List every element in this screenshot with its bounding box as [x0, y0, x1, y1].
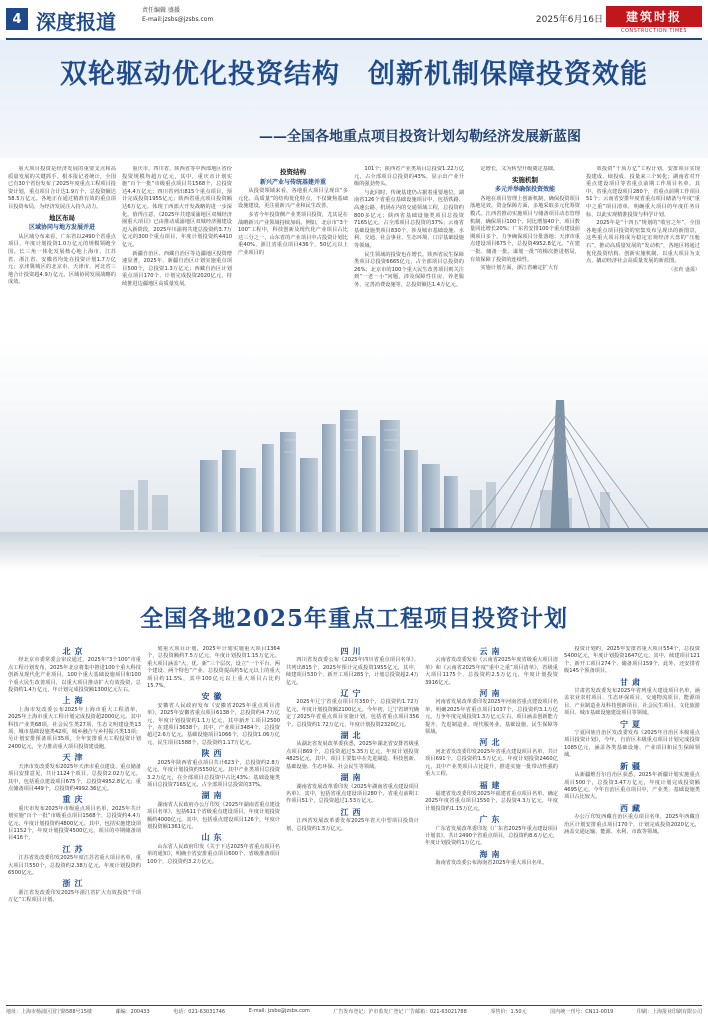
region-block-sichuan — [286, 648, 419, 687]
article-column-2 — [122, 166, 232, 338]
region-text: 办公厅印发西藏自治区重点项目名单，2025年西藏自治区计划安排重点项目170个，计划完成投资2020亿元，涵盖交通运输、能源、水利、市政等领域。 — [564, 814, 700, 835]
region-block-zhejiang — [8, 880, 141, 904]
region-name: 四川 — [340, 647, 365, 656]
region-name: 江苏 — [62, 844, 87, 854]
region-name: 河北 — [479, 738, 504, 748]
sub-headline: ——全国各地重点项目投资计划勾勒经济发展新蓝图 — [259, 129, 581, 145]
footer-issn: 国内统一刊号：CN11-0019 — [550, 1009, 614, 1015]
footer-ad-license: 广告发布登记：沪市监发广登记 广告邮箱：021-63021788 — [333, 1009, 467, 1015]
region-text: 2025年辽宁省重点项目共350个，总投资约1.72万亿元，年度计划投资额2100亿元。今年初，辽宁省研究确定了2025年省重点项目实施计划，包括省重点项目356个，总投资约1.72万亿元，年度计划投资2320亿元。 — [286, 699, 419, 728]
region-block-guangdong — [425, 816, 558, 848]
region-block-shandong — [147, 834, 280, 866]
region-block-xinjiang — [564, 763, 700, 802]
article-subheading: 区域协同与地方发展并进 — [28, 224, 95, 232]
article-section-heading: 实施机制 — [512, 175, 538, 184]
region-block-hainan — [425, 851, 558, 868]
region-text: 海南省发改委公布海南省2025年重大项目名单。 — [435, 860, 548, 867]
newspaper-logo — [606, 6, 702, 34]
region-block-hebei — [425, 739, 558, 778]
footer-postcode: 邮编：200433 — [115, 1009, 150, 1015]
regions-grid — [8, 646, 700, 1002]
region-text: 河南省发展改革委印发2025年河南省重点建设项目名单，明确2025年省重点项目1037个，总投资约3.1万亿元，力争年度完成投资1.3万亿元左右，项目涵盖创新能力提升、先进制造业、现代服务业、基础设施、民生保障等领域。 — [425, 699, 558, 736]
region-block-jiangsu — [8, 846, 141, 878]
skyline-illustration — [0, 340, 708, 570]
region-name: 北京 — [62, 647, 87, 656]
region-block-continued — [564, 646, 700, 676]
region-text: 投资计划约，2025年安排省重大项目554个，总投资5400亿元，年度计划投资1647亿元，其中，续建项目121个、新开工项目274个、储备项目159个，此外，还安排省级145个预备项目。 — [564, 646, 700, 675]
region-name: 浙江 — [62, 879, 87, 889]
region-text: 湖南省人民政府办公厅印发《2025年湖南省重点建设项目名单》，包括611个省级重点建设项目，年度计划投资额约4000亿元。其中，包括重点建设项目126个，年度计划投资额1361亿元。 — [147, 801, 280, 830]
article-column-6 — [586, 166, 700, 342]
article-byline: （张莉 盛援） — [668, 266, 700, 273]
footer-address: 地址：上海市杨浦区国宁路588号15楼 — [6, 1009, 92, 1015]
region-text: 四川省发改委公布《2025年四川省重点项目名单》。共列出815个，2025年预计完成投资1955亿元，其中，续建项目530个、新开工项目285个，计划总投资超2.4万亿元。 — [286, 657, 419, 686]
region-text: 划重大项目计划，2025年计划实施重大项目1364个，总投资额约7.5万亿元，年度计划投资1.15万亿元。重大项目涵盖“大、优、新”三个层次，设立“一个平台、两个建设、两个特色”产业、总投资提高约5亿元以上的重大项目约11.5%，其中100亿元以上重大项目占比约15.7%。 — [147, 646, 280, 690]
footer-email: E-mail: jzsbs@jzsbs.com — [248, 1008, 310, 1014]
article-column-4 — [354, 166, 464, 338]
region-name: 福建 — [479, 780, 504, 790]
region-block-fujian — [425, 782, 558, 814]
region-name: 安徽 — [201, 692, 226, 702]
footer-divider — [6, 1005, 702, 1006]
article-column-1 — [8, 166, 116, 342]
plan-title: 全国各地2025年重点工程项目投资计划 — [139, 605, 568, 632]
region-text: 山东省人民政府印发《关于下达2025年省重点项目名单的通知》，明确全省安排重点项目600个、省级准备项目100个，总投资约3.2万亿元。 — [147, 843, 280, 865]
region-text: 天津市发改委发布2025年天津市重点建设、重点储备项目安排意见，共计1124个项目，总投资2.02万亿元。其中，包括重点建设项目675个，总投资4952.8亿元；重点储备项目449个，总投资约4992.36亿元。 — [8, 763, 141, 792]
region-name: 西藏 — [620, 803, 644, 813]
region-name: 重庆 — [62, 795, 87, 805]
region-text: 甘肃省发改委发布2025年省列重大建设项目名单，涵盖农业农村项目、生态环保项目、交通物流项目、能源项目、产业制造业及科技创新项目、社会民生项目、文化旅游项目、城市基础设施建设项目等领域。 — [564, 688, 700, 717]
region-text: 广东省发展改革委印发《广东省2025年重点建设项目计划表》，共计2490个省重点项目，总投资约8.6万亿元，年度计划投资约1万亿元。 — [425, 825, 558, 847]
regions-column-1 — [8, 646, 141, 1002]
article-column-3 — [238, 166, 348, 338]
regions-column-4 — [425, 646, 558, 1002]
region-name: 陕西 — [201, 749, 226, 759]
region-text: 江西省发展改革委发布2025年省大中型项目投资计划，总投资约1.5万亿元。 — [286, 818, 419, 832]
article-paragraph: 重大项目投资是经济发展的重要支点和高质量发展的关键抓手。根本报记者统计，全国已有30个省份发布了2025年度重点工程项目投资计划，重点项目合计达1.9万个，总投资额达58.5万亿元。各地正在通过精准有效的重点项目投资布局，为经济发展注入持久动力。 — [8, 166, 116, 210]
footer-printer: 印刷：上海报业印刷有限公司 — [636, 1009, 702, 1015]
city-skyline-photo — [0, 340, 708, 570]
region-name: 湖南 — [340, 773, 365, 783]
article-paragraph: 新疆自治区、西藏自治区等边疆地区投资增速显著，2025年，新疆自治区计划实施重点项目500个，总投资1.3万亿元；西藏自治区计划重点项目170个，计划完成投资2020亿元，持续推进边疆地区高质量发展。 — [122, 250, 232, 287]
region-name: 湖南 — [201, 791, 226, 801]
main-headline: 双轮驱动优化投资结构 创新机制保障投资效能 — [60, 59, 648, 90]
region-text: 从新疆维吾尔自治区获悉，2025年新疆计划实施重点项目500个，总投资3.47万亿元，年度计划完成投资额4695亿元。今年自治区重点项目中，产业类、基础设施类项目占比较大。 — [564, 772, 700, 801]
article-subheading: 多元并举确保投资效能 — [494, 186, 555, 194]
region-name: 辽宁 — [340, 689, 365, 699]
article-paragraph: 与此同时，传统基建仍占据着重要地位。湖南省126个省重点基础设施项目中，包括铁路、高速公路、机场在内的交通领域工程，总投资约800多亿元；陕西省基础设施类项目总投资7165亿元，占全部项目总投资的37%；云南省基础设施类项目830个，涉及城市基础设施、水利、交通、社会事业、生态环境、口岸基础设施等领域。 — [354, 189, 464, 249]
footer-phone: 电话：021-63031746 — [173, 1009, 226, 1015]
region-name: 云南 — [479, 647, 504, 656]
region-block-shaanxi — [147, 750, 280, 789]
region-block-chongqing — [8, 796, 141, 842]
brand-name: 建筑时报 — [606, 6, 702, 27]
publication-date: 2025年6月16日 — [535, 15, 603, 25]
region-text: 上海市发改委公布2025年上海市重大工程清单，2025年上海市重大工程计划完成投资超2000亿元。其中科技产业类68项，社会民生类27项，生态文明建设类13项，城市基础设施类42项，城乡融合与乡村振兴类13项；另计划安排预备项目35项，全年安排重大工程投资计划2400亿元，全力推动重大项目投资建设跑。 — [8, 706, 141, 750]
region-block-tibet — [564, 805, 700, 837]
article-section-heading: 地区布局 — [49, 213, 75, 222]
article-paragraph: 从投资领域来看，各地重大项目呈现出“多元化、高质量”的结构优化特点，不仅聚焦基础设施建设，更注重新兴产业和民生改善。 — [238, 188, 348, 210]
region-block-tianjin — [8, 754, 141, 793]
region-block-liaoning — [286, 690, 419, 729]
region-text: 湖南省发展改革委印发《2025年湖南省重点建设项目名单》，其中，包括省重点建设项目280个，省重点前期工作项目51个，总投资超过1.53万亿元。 — [286, 783, 419, 805]
article-section-heading: 投资结构 — [280, 168, 306, 176]
section-title: 深度报道 — [36, 10, 116, 34]
page-number: 4 — [6, 8, 28, 30]
region-block-hunan-2 — [286, 774, 419, 806]
region-block-henan — [425, 690, 558, 736]
article-paragraph: 效投资“千项万亿”工程计划，安排项目实现投建成、续投成、投量来三个转化；湖南省对开重点建设项目等省重点前期工作项目名单，其中，省重点建设项目280个，省重点前期工作项目51个；云南省安排年度省重点项目储备与年度“重中之重”项目清单，明确重大项目的年度任务目标，以此实现精准投资与科学计划。 — [586, 166, 700, 218]
article-paragraph: 101个；陕西省产业类项目总投资1.22万亿元，占全部项目总投资的43%，显示出产业升级的强劲势头。 — [354, 166, 464, 188]
region-text: 福建省发改委印发2025年福建省重点项目名单，确定2025年度省重点项目1550个，总投资4.3万亿元，年度计划投资约1.15万亿元。 — [425, 790, 558, 812]
article-paragraph: 2025年是“十四五”规划的“收官之年”，全国各地重点项目投资的密集发布呈现出的新图景，这些重大项目将成为稳定宏观经济大盘的“压舱石”，推动高质量发展的“发动机”，各地区将通过优化投资结构、创新实施机制，以重大项目为支点，撬动经济社会高质量发展的新蓝图。 — [586, 220, 700, 265]
region-block-hubei — [286, 732, 419, 771]
region-text: 经北京市委常委会审议通过，2025年“3个100”市重点工程计划发布，2025年北京将集中推进100个重大科技创新及现代化产业项目，100个重大基础设施项目和100个重大民生改善项目，以重大项目推动扩大有效投资，总投资约1.4万亿元，年计划完成投资额1300亿元左右。 — [8, 657, 141, 694]
article-paragraph: 实施计划方面，浙江省确定扩大有 — [480, 265, 559, 272]
region-name: 江西 — [340, 807, 365, 817]
region-block-gansu — [564, 679, 700, 718]
region-name: 河南 — [479, 689, 504, 699]
region-text: 从湖北省发展改革委获悉，2025年湖北省安排省级重点项目869个，总投资超过5.35万亿元，年度计划投资4825亿元，其中，项目主要集中在先进制造、科技创新、基础设施、生态环保、社会民生等领域。 — [286, 741, 419, 770]
editor-name: 责任编辑 盛援 — [142, 7, 180, 14]
region-text: 云南省发改委发布《云南省2025年度省级重大项目清单》和《云南省2025年度“重中之重”项目清单》，省级重大项目1175个，总投资约2.5万亿元，年度计划投资3916亿元。 — [425, 657, 558, 686]
article-column-5 — [470, 166, 580, 338]
region-block-jiangxi — [286, 809, 419, 833]
article-paragraph: 从区域分布来看，广东省以2490个省重点项目、年度计划投资1.0万亿元的规模领跑全国。长三角一体化发展核心地上海市、江苏省、浙江省、安徽省均处在投资计划1.7万亿元；京津冀城区的北京市、天津市、河北省三地合计投资超4.9万亿元，区域协同发展战略的成效。 — [8, 233, 116, 286]
region-name: 广东 — [479, 815, 504, 825]
article-subheading: 新兴产业与传统基建并重 — [259, 178, 326, 186]
region-block-anhui — [147, 693, 280, 747]
region-name: 山东 — [201, 833, 226, 843]
region-name: 上海 — [62, 696, 87, 706]
regions-column-5 — [564, 646, 700, 1002]
region-block-beijing — [8, 648, 141, 694]
page-footer — [6, 1008, 702, 1020]
article-paragraph: 多省今年投资侧产业类项目投资，尤其是在战略新兴产业领域持续加码。例如，北京市“3个100”工程中，科技创新及现代化产业项目占比达三分之一，山东省的产业项目中占投资计划比重40%，浙江省重点项目436个，50亿元以上产业项目的 — [238, 211, 348, 256]
editor-info — [142, 6, 213, 24]
region-block-ningxia — [564, 721, 700, 760]
article-paragraph: 各地在项目管理上创新机制，确保投资项目落地见效。资金保障方面，多地采取多元化筹资模式。江西省推动实施项目与储备项目动态管理机制，确保项目100个、同比增加40个，项目数量同比增长20%；广东省安排100个重点建设前期项目多个，力争确保项目分批落地；天津市重点建设项目675个，总投资4952.8亿元。“在建一批、储备一批、谋划一批”的梯次推进格局，有效保障了投资的连续性。 — [470, 195, 580, 263]
region-block-hunan — [147, 792, 280, 831]
region-name: 湖北 — [340, 731, 365, 741]
region-name: 新疆 — [620, 761, 644, 771]
region-text: 重庆市发布2025年市级重点项目名单，2025年共计划实施“百个一批”市级重点项目1568个，总投资约4.4万亿元，年度计划投资约4800亿元。其中，包括实施建设项目1152个，年度计划投资4500亿元，项目的中期储备项目416个。 — [8, 805, 141, 842]
region-block-shanghai — [8, 697, 141, 751]
editor-email: E-mail:jzsbs@jzsbs.com — [142, 16, 214, 23]
region-name: 天津 — [62, 753, 87, 763]
article-paragraph: 定增长，又为转型升级奠定基础。 — [480, 166, 559, 172]
regions-column-2 — [147, 646, 280, 1002]
region-text: 江苏省发改委印发2025年度江苏省重大项目名单，重大项目共550个，总投资约2.38万亿元，年度计划投资约6500亿元。 — [8, 855, 141, 876]
article-paragraph: 民生领域的投资也在增长。陕西省民生保障类项目总投资6665亿元，占全部项目总投资的26%；北京市的100个重大民生改善项目则关注到“一老一小”问题，涉及保障性住房、养老服务、完善消费设施等，总投资额达1.4万亿元。 — [354, 251, 464, 288]
page-header — [0, 0, 708, 38]
region-text: 浙江省发改委印发2025年浙江省扩大有效投资“千项万亿”工程项目计划。 — [8, 889, 141, 904]
region-block-yunnan — [425, 648, 558, 687]
brand-english: CONSTRUCTION TIMES — [621, 28, 687, 34]
regions-column-3 — [286, 646, 419, 1002]
region-name: 甘肃 — [620, 677, 644, 687]
region-text: 2025年陕西省重点项目共计623个，总投资约2.8万亿元，年度计划投资约5550亿元。其中产业类项目总投资3.2万亿元，在全部项目总投资中占比43%；基础设施类项目总投资7165亿元，占全部项目总投资的37%。 — [147, 759, 280, 788]
region-text: 宁夏回族自治区发改委发布《2025年自治区本级重点项目投资计划》，今年，自治区本级重点项目计划完成投资1085亿元，涵盖各类基础设施、产业项目和民生保障领域。 — [564, 730, 700, 759]
region-block-continued — [147, 646, 280, 690]
footer-price: 零售价：1.50元 — [490, 1009, 527, 1015]
region-text: 安徽省人民政府发布《安徽省2025年重点项目清单》，2025年安徽省重点项目6138个，总投资约4.7万亿元，年度计划投资约1.1万亿元，其中新开工项目2500个，在建项目3638个。其中，产业项目3484个，总投资超过2.6万亿元，基础设施项目1066个，总投资1.06万亿元，民生项目1588个，总投资约1.17万亿元。 — [147, 702, 280, 746]
article-paragraph: 重庆市、四川省、陕西省等中西部地区省份投资规模均超万亿元，其中，重庆市计划实施“百个一批”市级重点项目共1568个，总投资达4.4万亿元；四川省列出815个重点项目，预计完成投资1955亿元；陕西省重点项目投资额达6万亿元。体现了西部大开发战略的进一步深化。值得注意，《2025年共建成渝地区双城经济圈重大项目》已由推动成渝地区双城经济圈建设迈入新阶段，2025年川渝将共建总投资约3.7万亿元的300个重点项目，年度计划投资约4410亿元。 — [122, 166, 232, 248]
region-name: 海南 — [479, 849, 504, 859]
region-text: 河北省发改委印发2025年省重点建设项目名单，共计项目691个，总投资约1.5万亿元，年度计划投资2460亿元，其中产业类项目占比提升，推进实施一批带动性强的重大工程。 — [425, 748, 558, 778]
region-name: 宁夏 — [620, 719, 644, 729]
